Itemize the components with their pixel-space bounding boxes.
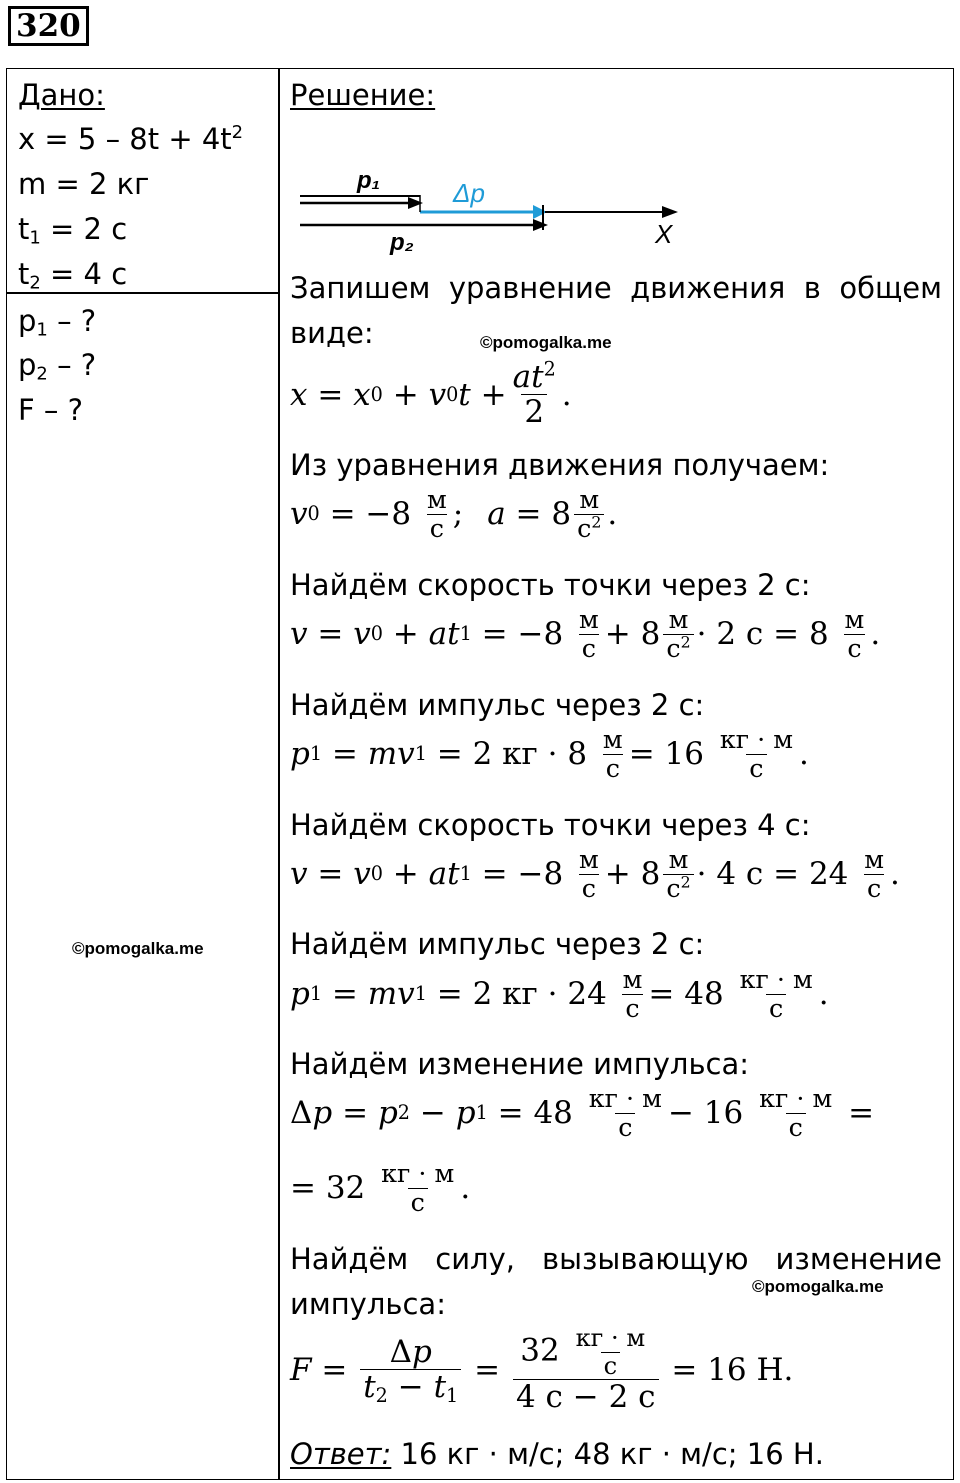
given-mass: m = 2 кг — [18, 167, 150, 201]
p2-arrowhead — [533, 219, 548, 231]
dp-label: Δp — [453, 178, 485, 208]
given-motion-equation: $x = 5 - 8t + 4t^2$ — [18, 122, 244, 156]
problem-number: 320 — [8, 6, 89, 46]
equation-velocity-2s: v = v 0 + at 1 = −8 м с + 8 м $с^2$ · 2 с = 8 м с . — [290, 604, 881, 663]
text-force: Найдём силу, вызывающую изменение импульса: — [290, 1242, 942, 1321]
text-momentum-2s: Найдём импульс через 2 с: — [290, 688, 705, 722]
equation-momentum-p1: p 1 = mv 1 = 2 кг · 8 м с = 16 кг · м с . — [290, 724, 809, 783]
equation-velocity-4s: v = v 0 + at 1 = −8 м с + 8 м $с^2$ · 4 с = 24 м с . — [290, 844, 900, 903]
equation-momentum-p2: p 1 = mv 1 = 2 кг · 24 м с = 48 кг · м с . — [290, 964, 829, 1023]
answer: Ответ: 16 кг · м/с; 48 кг · м/с; 16 Н. — [290, 1437, 824, 1471]
x-axis-arrowhead — [662, 206, 678, 218]
text-velocity-2s: Найдём скорость точки через 2 с: — [290, 568, 811, 602]
equation-delta-p-result: = 32 кг · м с . — [290, 1158, 471, 1217]
equation-general-motion: x = x 0 + v 0 t + $at^2$ 2 . — [290, 357, 572, 431]
find-p1: $p_1$ – ? — [18, 304, 97, 341]
text-from-equation: Из уравнения движения получаем: — [290, 448, 830, 482]
equation-force: F = Δp $t_2 - t_1$ = 32 кг · м с 4 с − 2 с = 16 Н. — [290, 1324, 794, 1416]
find-p2: $p_2$ – ? — [18, 348, 97, 385]
equation-v0-a: v 0 = −8 м с ; a = 8 м $с^2$ . — [290, 484, 618, 543]
given-header: Дано: — [18, 78, 105, 112]
p1-label: p₁ — [357, 167, 381, 194]
find-force: F – ? — [18, 393, 84, 427]
text-momentum-4s: Найдём импульс через 2 с: — [290, 927, 705, 961]
watermark: ©pomogalka.me — [72, 939, 204, 958]
equation-delta-p: Δ p = p 2 − p 1 = 48 кг · м с − 16 кг · м с = — [290, 1083, 875, 1142]
text-velocity-4s: Найдём скорость точки через 4 с: — [290, 808, 811, 842]
p2-label: p₂ — [390, 229, 414, 255]
x-axis-label: X — [655, 219, 673, 249]
text-momentum-change: Найдём изменение импульса: — [290, 1047, 750, 1081]
solution-header: Решение: — [290, 78, 436, 112]
watermark: ©pomogalka.me — [752, 1277, 884, 1296]
momentum-diagram — [295, 160, 695, 255]
column-divider — [278, 68, 280, 1480]
watermark: ©pomogalka.me — [480, 333, 612, 352]
dp-arrowhead — [533, 205, 547, 219]
given-t1: $t_1 = 2$ с — [18, 212, 128, 249]
given-t2: $t_2 = 4$ с — [18, 257, 128, 294]
given-find-divider — [6, 292, 279, 294]
text-write-equation: Запишем уравнение движения в общем виде: — [290, 271, 942, 350]
